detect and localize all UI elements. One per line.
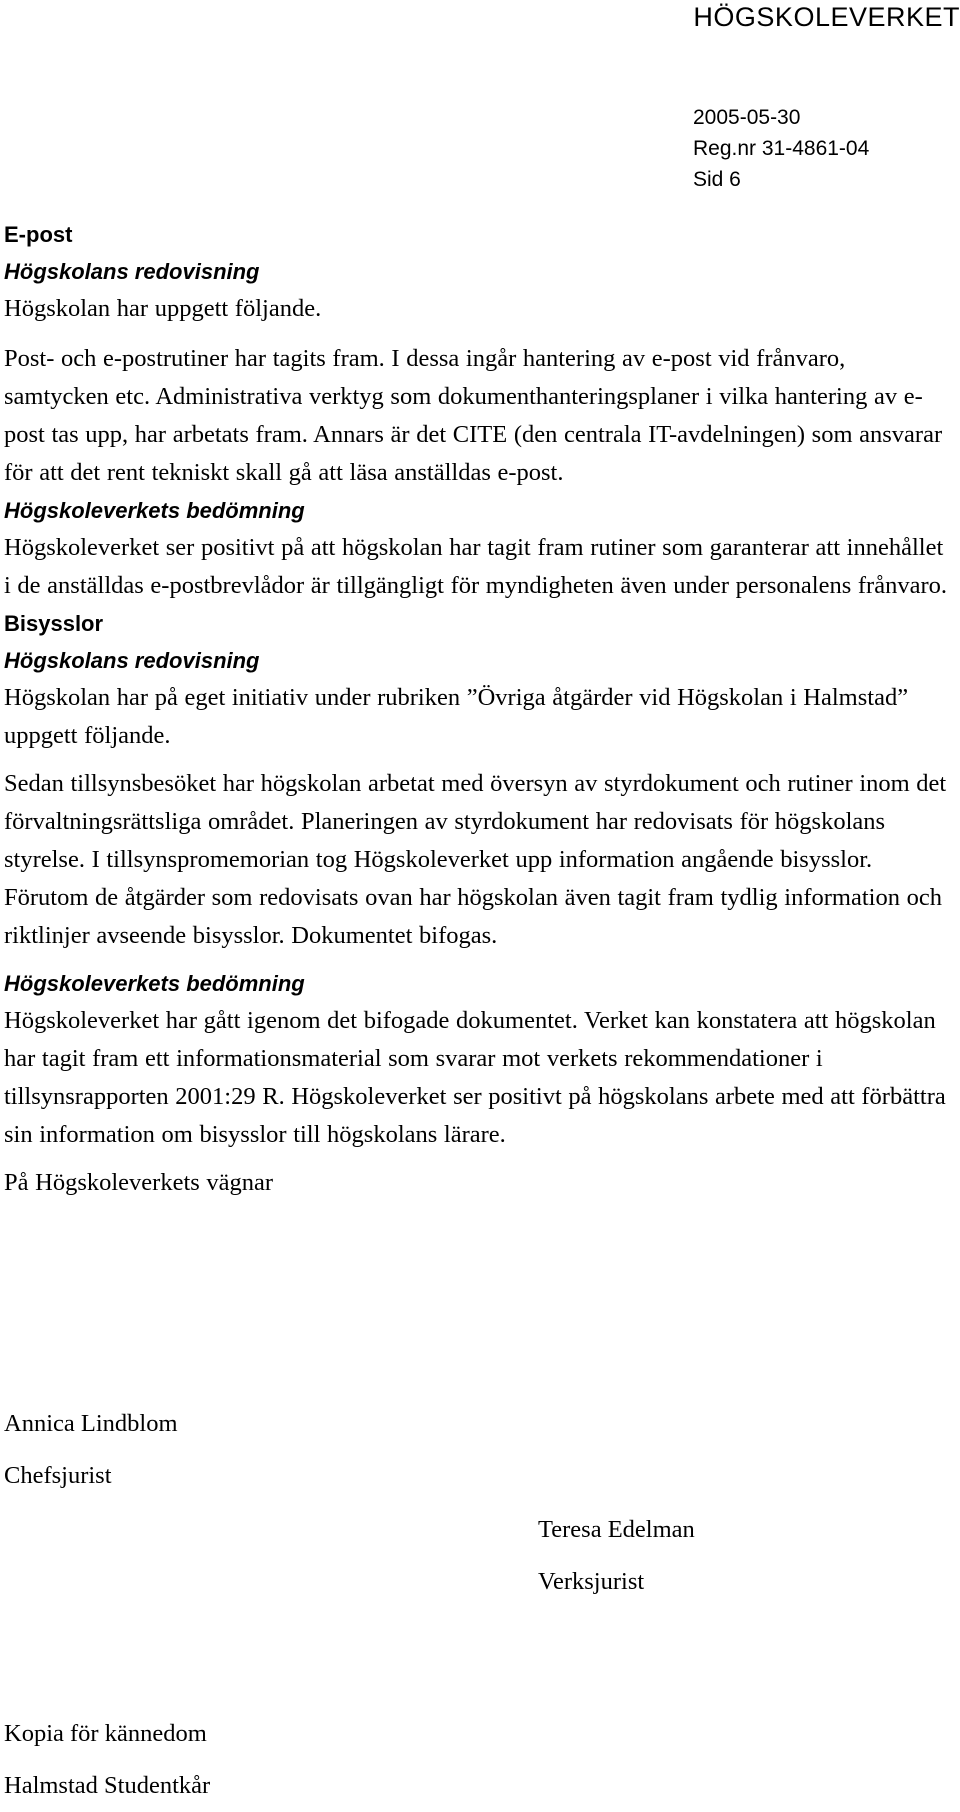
copy-recipient: Halmstad Studentkår	[4, 1772, 211, 1799]
section-title: Bisysslor	[4, 611, 104, 636]
section-title: E-post	[4, 222, 73, 247]
document-body	[4, 216, 956, 1202]
report-body: Post- och e-postrutiner har tagits fram. I dessa ingår hantering av e-post vid frånvaro, samtycken etc. Administrativa verktyg som dokumenthanteringsplaner i vilka hantering av e-post tas upp, har arbetats fram. Annars är det CITE (den centrala IT-avdelningen) som ansvarar för att det rent tekniskt skall gå att läsa anställdas e-post.	[4, 345, 943, 486]
signer-title: Verksjurist	[538, 1568, 645, 1595]
section-bisysslor	[4, 605, 956, 1202]
document-date: 2005-05-30	[693, 106, 801, 129]
report-heading: Högskolans redovisning	[4, 648, 260, 673]
report-heading: Högskolans redovisning	[4, 259, 260, 284]
registration-number: Reg.nr 31-4861-04	[693, 137, 870, 160]
signer-name: Annica Lindblom	[4, 1410, 178, 1437]
report-intro: Högskolan har uppgett följande.	[4, 295, 322, 322]
assessment-body: Högskoleverket har gått igenom det bifogade dokumentet. Verket kan konstatera att högskolan har tagit fram ett informationsmaterial som svarar mot verkets rekommendationer i tillsynsrapporten 2001:29 R. Högskoleverket ser positivt på högskolans arbete med att förbättra sin information om bisysslor till högskolans lärare.	[4, 1007, 946, 1148]
assessment-heading: Högskoleverkets bedömning	[4, 971, 305, 996]
agency-name: HÖGSKOLEVERKET	[693, 2, 960, 32]
report-body: Sedan tillsynsbesöket har högskolan arbetat med översyn av styrdokument och rutiner inom det förvaltningsrättsliga området. Planeringen av styrdokument har redovisats för högskolans styrelse. I tillsynspromemorian tog Högskoleverket upp information angående bisysslor. Förutom de åtgärder som redovisats ovan har högskolan även tagit fram tydlig information och riktlinjer avseende bisysslor. Dokumentet bifogas.	[4, 770, 947, 949]
report-intro: Högskolan har på eget initiativ under rubriken ”Övriga åtgärder vid Högskolan i Halmstad” uppgett följande.	[4, 684, 909, 749]
section-epost	[4, 216, 956, 605]
assessment-body: Högskoleverket ser positivt på att högskolan har tagit fram rutiner som garanterar att innehållet i de anställdas e-postbrevlådor är tillgängligt för myndigheten även under personalens frånvaro.	[4, 534, 947, 599]
copy-distribution	[4, 1708, 210, 1812]
signature-block-primary	[4, 1398, 178, 1502]
document-meta	[693, 102, 869, 195]
on-behalf-line: På Högskoleverkets vägnar	[4, 1169, 274, 1196]
signature-block-secondary	[538, 1504, 695, 1608]
page-number: Sid 6	[693, 168, 741, 191]
assessment-heading: Högskoleverkets bedömning	[4, 498, 305, 523]
signer-name: Teresa Edelman	[538, 1516, 695, 1543]
copy-label: Kopia för kännedom	[4, 1720, 207, 1747]
signer-title: Chefsjurist	[4, 1462, 112, 1489]
